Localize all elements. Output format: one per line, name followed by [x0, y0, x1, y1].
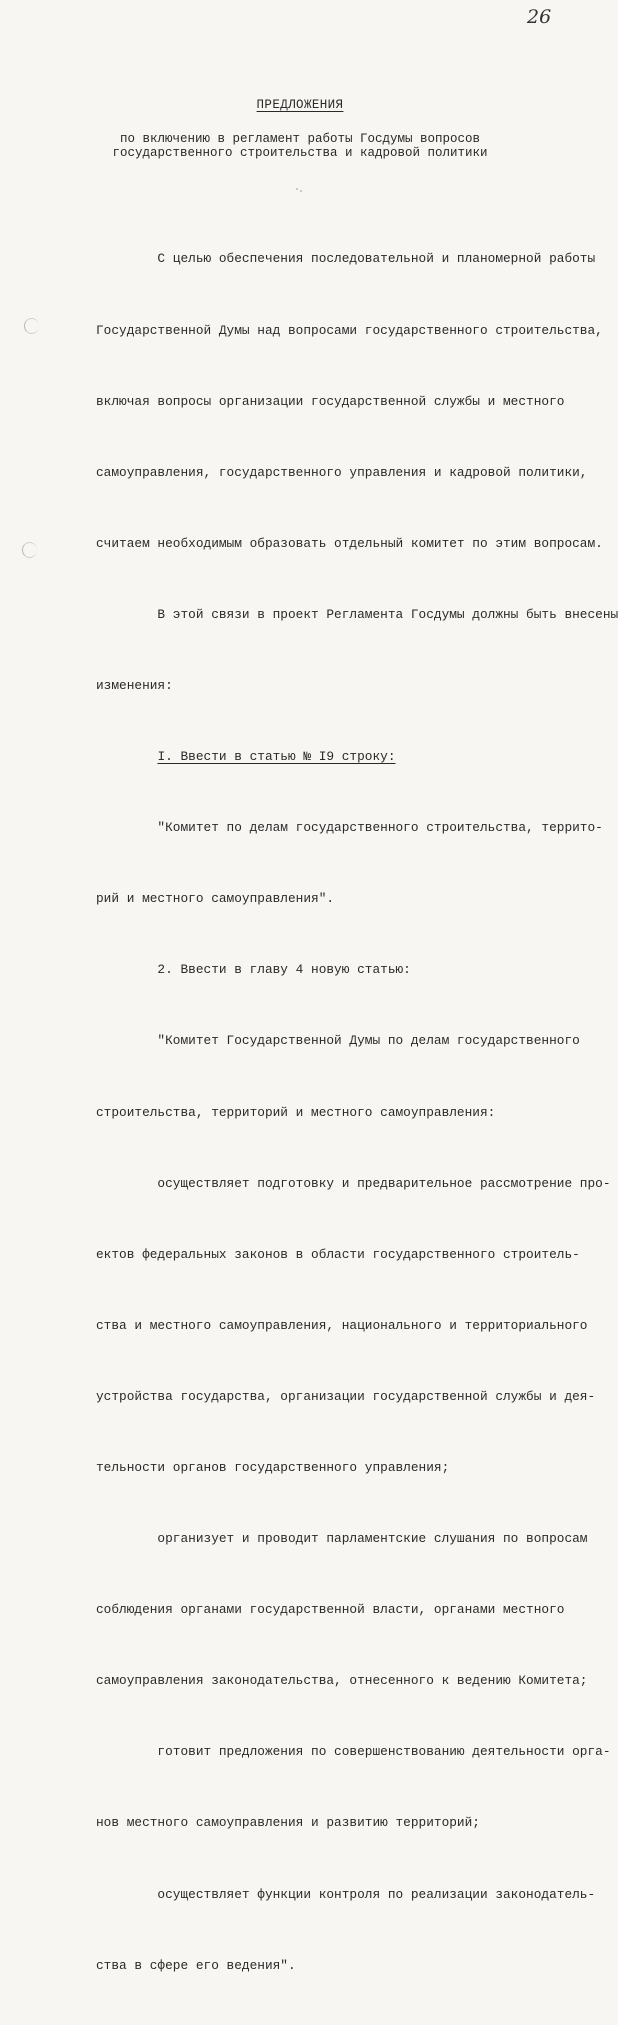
body-line: соблюдения органами государственной власти, органами местного: [96, 1602, 565, 1618]
body-line: ства и местного самоуправления, национального и территориального: [96, 1317, 588, 1333]
scan-speck: [300, 190, 302, 192]
body-line: тельности органов государственного управления;: [96, 1460, 450, 1475]
body-line: осуществляет подготовку и предварительное рассмотрение про-: [96, 1175, 611, 1191]
subtitle-line: по включению в регламент работы Госдумы вопросов: [119, 132, 481, 146]
body-line: изменения:: [96, 677, 173, 693]
body-line-underlined: [96, 745, 586, 769]
body-line: В этой связи в проект Регламента Госдумы должны быть внесены: [96, 606, 618, 622]
body-line: самоуправления законодательства, отнесенного к ведению Комитета;: [96, 1673, 588, 1689]
punch-hole-mark: [24, 318, 39, 334]
body-line: строительства, территорий и местного самоуправления:: [96, 1104, 496, 1120]
punch-hole-mark: [22, 542, 37, 558]
document-body: [96, 200, 618, 2025]
underlined-text: I. Ввести в статью № I9 строку:: [157, 749, 396, 765]
body-line: рий и местного самоуправления".: [96, 891, 335, 907]
body-line: устройства государства, организации государственной службы и дея-: [96, 1388, 596, 1404]
body-line: "Комитет Государственной Думы по делам государственного: [96, 1033, 580, 1049]
body-line: осуществляет функции контроля по реализации законодатель-: [96, 1886, 596, 1902]
body-line: самоуправления, государственного управления и кадровой политики,: [96, 464, 588, 480]
subtitle-line: государственного строительства и кадровой политики: [112, 146, 488, 160]
document-title-text: ПРЕДЛОЖЕНИЯ: [256, 98, 344, 112]
body-line: Государственной Думы над вопросами государственного строительства,: [96, 322, 603, 338]
page-number: 26: [527, 6, 552, 28]
scan-speck: [296, 188, 298, 190]
body-line: 2. Ввести в главу 4 новую статью:: [96, 962, 411, 978]
body-line: организует и проводит парламентские слушания по вопросам: [96, 1531, 588, 1547]
document-title: [0, 98, 600, 112]
document-subtitle: [0, 132, 600, 160]
body-line: ства в сфере его ведения".: [96, 1957, 296, 1973]
body-line: ектов федеральных законов в области государственного строитель-: [96, 1246, 580, 1262]
body-line: включая вопросы организации государственной службы и местного: [96, 393, 565, 409]
body-line: нов местного самоуправления и развитию территорий;: [96, 1815, 480, 1831]
body-line: готовит предложения по совершенствованию деятельности орга-: [96, 1744, 611, 1760]
body-line: считаем необходимым образовать отдельный комитет по этим вопросам.: [96, 535, 603, 551]
body-line: С целью обеспечения последовательной и планомерной работы: [96, 251, 596, 267]
body-line: "Комитет по делам государственного строительства, террито-: [96, 820, 603, 836]
